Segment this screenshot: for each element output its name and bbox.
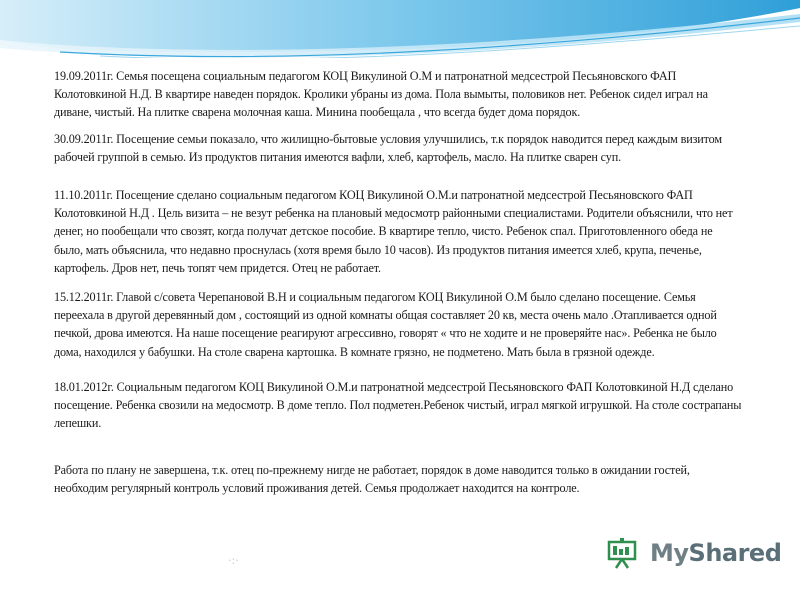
scan-smudge: ·:· bbox=[228, 554, 239, 567]
visit-entry-2011-12-15: 15.12.2011г. Главой с/совета Черепановой В.Н и социальным педагогом КОЦ Викулиной О.М было сделано посещение. Семья переехала в другой деревянный дом , состоящий из одной комнаты общая составляет 20 кв, места очень мало .Отапливается одной печкой, дрова имеются. На наше посещение реагируют агрессивно, говорят « что не ходите и не проверяйте нас». Ребенка не было дома, находился у бабушки. На столе сварена картошка. В комнате грязно, не подметено. Мать была в грязной одежде. bbox=[54, 290, 717, 359]
conclusion-paragraph: Работа по плану не завершена, т.к. отец по-прежнему нигде не работает, порядок в доме наводится только в ожидании гостей, необходим регулярный контроль условий проживания детей. Семья продолжает находится на контроле. bbox=[54, 463, 690, 496]
presentation-board-icon bbox=[606, 536, 640, 570]
visit-entry-2012-01-18: 18.01.2012г. Социальным педагогом КОЦ Викулиной О.М.и патронатной медсестрой Песьяновского ФАП Колотовкиной Н.Д сделано посещение. Ребенка свозили на медосмотр. В доме тепло. Пол подметен.Ребенок чистый, играл мягкой игрушкой. На столе сострапаны лепешки. bbox=[54, 380, 742, 431]
logo-wordmark bbox=[650, 539, 781, 567]
visit-entry-2011-10-11: 11.10.2011г. Посещение сделано социальным педагогом КОЦ Викулиной О.М.и патронатной медсестрой Песьяновского ФАП Колотовкиной Н.Д . Цель визита – не везут ребенка на плановый медосмотр районными специалистами. Родители объяснили, что нет денег, но пообещали что свозят, когда получат детское пособие. В квартире тепло, чисто. Ребенок спал. Приготовленного обеда не было, мать объяснила, что недавно проснулась (хотя время было 10 часов). Из продуктов питания имеется хлеб, крупа, печенье, картофель. Дров нет, печь топят чем придется. Отец не работает. bbox=[54, 188, 733, 275]
myshared-logo[interactable] bbox=[606, 536, 782, 572]
visit-entry-2011-09-19: 19.09.2011г. Семья посещена социальным педагогом КОЦ Викулиной О.М и патронатной медсестрой Песьяновского ФАП Колотовкиной Н.Д. В квартире наведен порядок. Кролики убраны из дома. Пола вымыты, половиков нет. Ребенок сидел играл на диване, чистый. На плитке сварена молочная каша. Минина пообещала , что всегда будет дома порядок. bbox=[54, 69, 708, 120]
logo-text-my: My bbox=[650, 539, 689, 567]
logo-text-shared: Shared bbox=[688, 539, 782, 567]
visit-entry-2011-09-30: 30.09.2011г. Посещение семьи показало, что жилищно-бытовые условия улучшились, т.к порядок наводится перед каждым визитом рабочей группой в семью. Из продуктов питания имеются вафли, хлеб, картофель, масло. На плитке сварен суп. bbox=[54, 132, 722, 165]
document-page bbox=[44, 58, 742, 590]
